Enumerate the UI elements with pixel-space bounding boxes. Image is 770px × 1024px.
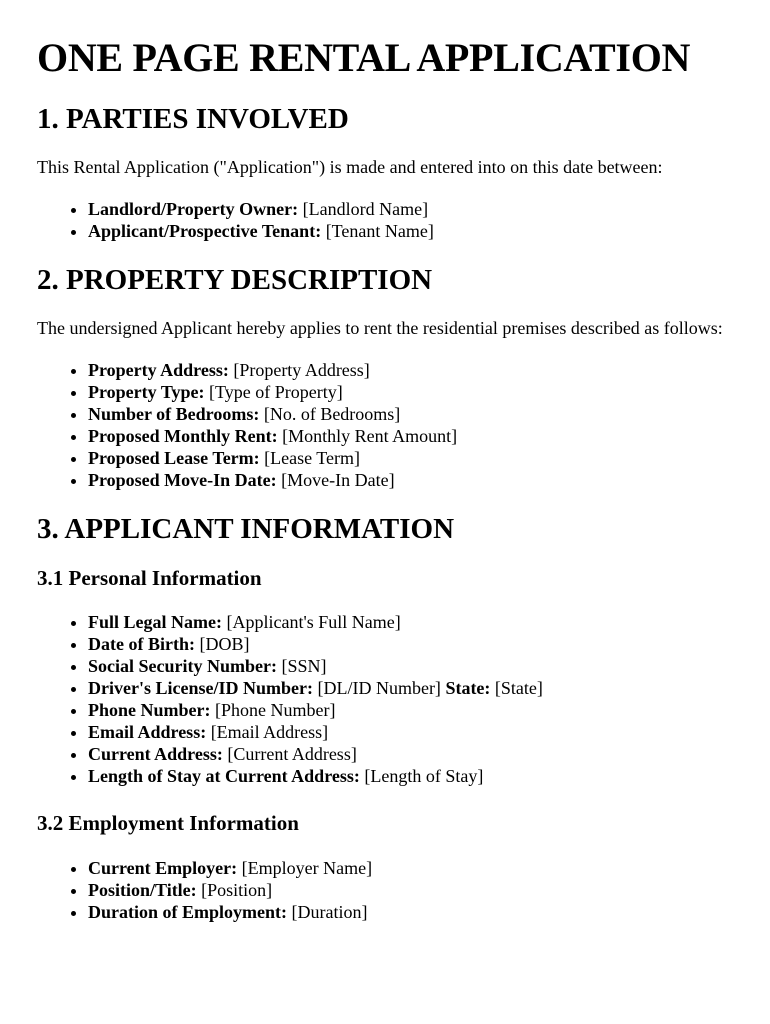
field-label: Proposed Lease Term:: [88, 448, 260, 468]
list-item-current-address: [88, 743, 736, 765]
document-title: ONE PAGE RENTAL APPLICATION: [37, 35, 691, 80]
list-item-property-address: [88, 359, 736, 381]
field-label: Applicant/Prospective Tenant:: [88, 221, 322, 241]
field-value: [Position]: [201, 880, 273, 900]
field-value-state: [State]: [494, 678, 543, 698]
field-label: Property Address:: [88, 360, 229, 380]
field-value: [DOB]: [199, 634, 250, 654]
field-label: Full Legal Name:: [88, 612, 222, 632]
field-value: [Type of Property]: [208, 382, 343, 402]
field-value: [No. of Bedrooms]: [263, 404, 401, 424]
field-label: Date of Birth:: [88, 634, 195, 654]
field-label: Proposed Move-In Date:: [88, 470, 277, 490]
field-label: Property Type:: [88, 382, 205, 402]
subsection-heading-employment: 3.2 Employment Information: [37, 811, 299, 835]
section-heading-parties: 1. PARTIES INVOLVED: [37, 103, 349, 135]
subsection-heading-personal: 3.1 Personal Information: [37, 566, 262, 590]
list-item-email: [88, 721, 736, 743]
field-value: [Employer Name]: [241, 858, 373, 878]
field-label: Duration of Employment:: [88, 902, 287, 922]
list-item-phone: [88, 699, 736, 721]
field-label: Landlord/Property Owner:: [88, 199, 299, 219]
list-item-full-name: [88, 611, 736, 633]
field-value: [Lease Term]: [264, 448, 361, 468]
field-label: Position/Title:: [88, 880, 197, 900]
list-item-dob: [88, 633, 736, 655]
section-intro-property: The undersigned Applicant hereby applies to rent the residential premises described as follows:: [37, 318, 723, 338]
field-label: Email Address:: [88, 722, 207, 742]
field-label: Driver's License/ID Number:: [88, 678, 313, 698]
list-item-position: [88, 879, 736, 901]
field-value: [SSN]: [281, 656, 327, 676]
field-label: Phone Number:: [88, 700, 211, 720]
field-value: [Landlord Name]: [302, 199, 429, 219]
field-value: [Monthly Rent Amount]: [282, 426, 458, 446]
list-item-license: [88, 677, 736, 699]
field-value: [Tenant Name]: [325, 221, 434, 241]
field-label: Social Security Number:: [88, 656, 277, 676]
field-value: [Current Address]: [227, 744, 357, 764]
section-intro-parties: This Rental Application ("Application") is made and entered into on this date between:: [37, 157, 663, 177]
list-item-ssn: [88, 655, 736, 677]
section-heading-applicant: 3. APPLICANT INFORMATION: [37, 513, 455, 545]
property-list: [37, 359, 736, 491]
field-label: Proposed Monthly Rent:: [88, 426, 278, 446]
field-label: Current Address:: [88, 744, 223, 764]
list-item-employer: [88, 857, 736, 879]
field-value: [Phone Number]: [215, 700, 336, 720]
list-item-monthly-rent: [88, 425, 736, 447]
employment-info-list: [37, 857, 736, 923]
list-item-applicant: [88, 220, 736, 242]
field-value: [DL/ID Number]: [317, 678, 441, 698]
field-value: [Duration]: [291, 902, 368, 922]
parties-list: [37, 198, 736, 242]
list-item-property-type: [88, 381, 736, 403]
list-item-move-in-date: [88, 469, 736, 491]
list-item-length-of-stay: [88, 765, 736, 787]
list-item-bedrooms: [88, 403, 736, 425]
field-label: Length of Stay at Current Address:: [88, 766, 360, 786]
field-label: Number of Bedrooms:: [88, 404, 260, 424]
field-value: [Property Address]: [233, 360, 370, 380]
personal-info-list: [37, 611, 736, 787]
field-value: [Email Address]: [210, 722, 329, 742]
field-label: Current Employer:: [88, 858, 238, 878]
field-value: [Move-In Date]: [281, 470, 395, 490]
list-item-landlord: [88, 198, 736, 220]
section-heading-property: 2. PROPERTY DESCRIPTION: [37, 264, 433, 296]
list-item-lease-term: [88, 447, 736, 469]
field-value: [Applicant's Full Name]: [226, 612, 401, 632]
field-label-state: State:: [445, 678, 491, 698]
field-value: [Length of Stay]: [364, 766, 484, 786]
list-item-duration: [88, 901, 736, 923]
